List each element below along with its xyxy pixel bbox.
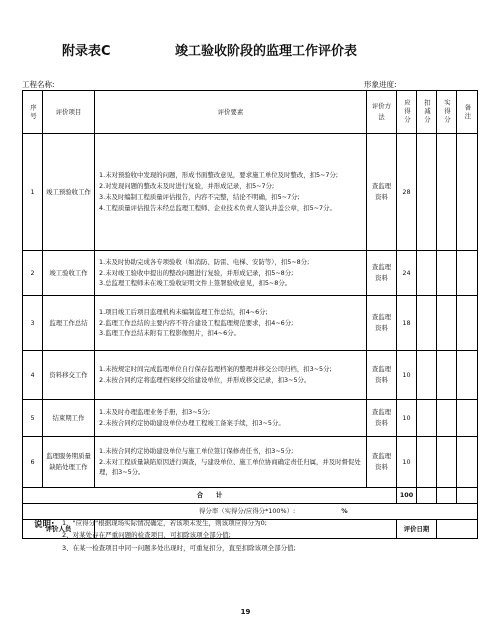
row-deduct: [417, 134, 437, 251]
table-header-row: [23, 91, 478, 134]
evaluator-label: 评价人员: [23, 520, 95, 539]
notes-label: 说明:: [34, 520, 55, 530]
row-requirements: [95, 351, 367, 400]
row-score: 10: [397, 400, 417, 437]
row-seq: 6: [23, 437, 43, 488]
row-item: 结束期工作: [43, 400, 95, 437]
row-score: 10: [397, 351, 417, 400]
notes-list: [62, 517, 482, 554]
table-row: [23, 400, 478, 437]
page-number: 19: [240, 608, 251, 616]
row-deduct: [417, 351, 437, 400]
rate-label: 得分率（实得分/应得分*100%）:: [199, 507, 296, 516]
header-seq: 序号: [23, 91, 43, 134]
table-row: [23, 134, 478, 251]
header-method: 评价方法: [367, 91, 397, 134]
row-score: 10: [397, 437, 417, 488]
row-score: 18: [397, 296, 417, 351]
row-deduct: [417, 400, 437, 437]
total-row: [23, 488, 478, 504]
row-seq: 4: [23, 351, 43, 400]
table-row: [23, 351, 478, 400]
requirement-line: 2.对发现问题的整改未及时进行复验，并形成记录，扣5~7分;: [99, 182, 275, 191]
header-should-score: 应得分: [397, 91, 417, 134]
row-actual: [437, 437, 457, 488]
requirement-line: 1.未对预验收中发现的问题，形成书面整改意见，要求施工单位及时整改，扣5~7分;: [99, 171, 339, 180]
note-item: 2、对某处存在严重问题的检查项目，可扣除该项全部分值;: [62, 531, 231, 540]
row-seq: 2: [23, 251, 43, 296]
row-remark: [457, 296, 478, 351]
row-actual: [437, 400, 457, 437]
header-deduct: 扣减分: [417, 91, 437, 134]
row-method: 查监理资料: [367, 296, 397, 351]
requirement-line: 4.工程质量评估报告未经总监理工程师、企业技术负责人签认并盖公章，扣5~7分。: [99, 203, 336, 212]
note-item: 3、在某一检查项目中同一问题多处出现时，可重复扣分，直至扣除该项全部分值;: [62, 543, 296, 552]
row-seq: 5: [23, 400, 43, 437]
row-method: 查监理资料: [367, 251, 397, 296]
row-score: 28: [397, 134, 417, 251]
row-deduct: [417, 437, 437, 488]
total-deduct: [417, 488, 437, 504]
requirement-line: 2.未对竣工验收中提出的整改问题进行复验，并形成记录，扣5~8分;: [99, 268, 294, 277]
row-deduct: [417, 251, 437, 296]
title-row: [0, 40, 491, 60]
row-method: 查监理资料: [367, 351, 397, 400]
row-requirements: [95, 400, 367, 437]
note-item: 1、"应得分"根据现场实际情况确定，若该项未发生，则该项应得分为0;: [62, 519, 267, 527]
row-item: 资料移交工作: [43, 351, 95, 400]
requirement-line: 3.监理工作总结未附有工程影像照片，扣4~6分。: [99, 329, 241, 338]
row-method: 查监理资料: [367, 437, 397, 488]
row-remark: [457, 400, 478, 437]
row-remark: [457, 437, 478, 488]
row-item: 竣工验收工作: [43, 251, 95, 296]
total-score: 100: [397, 488, 417, 504]
requirement-line: 3.未及时编制工程质量评估报告，内容不完整，结论不明确，扣5~7分;: [99, 193, 300, 201]
header-requirements: 评价要素: [95, 91, 367, 134]
total-label: 合 计: [23, 488, 397, 504]
total-actual: [437, 488, 457, 504]
project-name-label: 工程名称:: [22, 80, 55, 89]
row-remark: [457, 251, 478, 296]
requirement-line: 2.未对工程质量缺陷原因进行调查，与建设单位、施工单位协商确定责任归属，并及时督促处理，扣3~5分。: [99, 457, 361, 477]
requirement-line: 1.未按规定时间完成监理单位自行保存监理档案的整理并移交公司归档，扣3~5分;: [99, 365, 332, 374]
page-title: 竣工验收阶段的监理工作评价表: [175, 44, 358, 59]
table-row: [23, 437, 478, 488]
row-remark: [457, 351, 478, 400]
rate-unit: %: [341, 507, 348, 516]
requirement-line: 2.未按合同约定将监理档案移交给建设单位，并形成移交记录，扣3~5分。: [99, 376, 311, 384]
row-actual: [437, 134, 457, 251]
progress-label: 形象进度:: [364, 80, 397, 89]
row-remark: [457, 134, 478, 251]
total-remark: [457, 488, 478, 504]
requirement-line: 2.未按合同约定协助建设单位办理工程竣工备案手续，扣3~5分。: [99, 419, 285, 427]
table-row: [23, 251, 478, 296]
row-seq: 1: [23, 134, 43, 251]
header-remark: 备注: [457, 91, 478, 134]
row-method: 查监理资料: [367, 400, 397, 437]
requirement-line: 1.项目竣工后项目监理机构未编制监理工作总结，扣4~6分;: [99, 307, 268, 316]
appendix-label: 附录表C: [62, 44, 111, 59]
row-requirements: [95, 134, 367, 251]
row-seq: 3: [23, 296, 43, 351]
header-actual: 实得分: [437, 91, 457, 134]
row-actual: [437, 296, 457, 351]
requirement-line: 1.未及时协助完成各专项验收（如消防、防雷、电梯、安防等），扣5~8分;: [99, 257, 310, 266]
table-row: [23, 296, 478, 351]
header-item: 评价项目: [43, 91, 95, 134]
row-method: 查监理资料: [367, 134, 397, 251]
requirement-line: 2.监理工作总结的主要内容不符合建设工程监理规范要求，扣4~6分;: [99, 318, 294, 327]
row-item: 监理工作总结: [43, 296, 95, 351]
requirement-line: 1.未及时办理监理业务手册，扣3~5分;: [99, 408, 211, 417]
requirement-line: 3.总监理工程师未在竣工验收证明文件上签署验收意见，扣5~8分。: [99, 279, 292, 288]
evaluation-table: [22, 90, 478, 539]
date-label: 评价日期: [397, 520, 437, 539]
row-requirements: [95, 251, 367, 296]
row-actual: [437, 251, 457, 296]
row-requirements: [95, 437, 367, 488]
row-score: 24: [397, 251, 417, 296]
row-item: 竣工预验收工作: [43, 134, 95, 251]
row-deduct: [417, 296, 437, 351]
row-requirements: [95, 296, 367, 351]
requirement-line: 1.未按合同约定协助建设单位与施工单位签订保修责任书，扣3~5分;: [99, 446, 294, 455]
row-item: 监理服务期质量缺陷处理工作: [43, 437, 95, 488]
row-actual: [437, 351, 457, 400]
